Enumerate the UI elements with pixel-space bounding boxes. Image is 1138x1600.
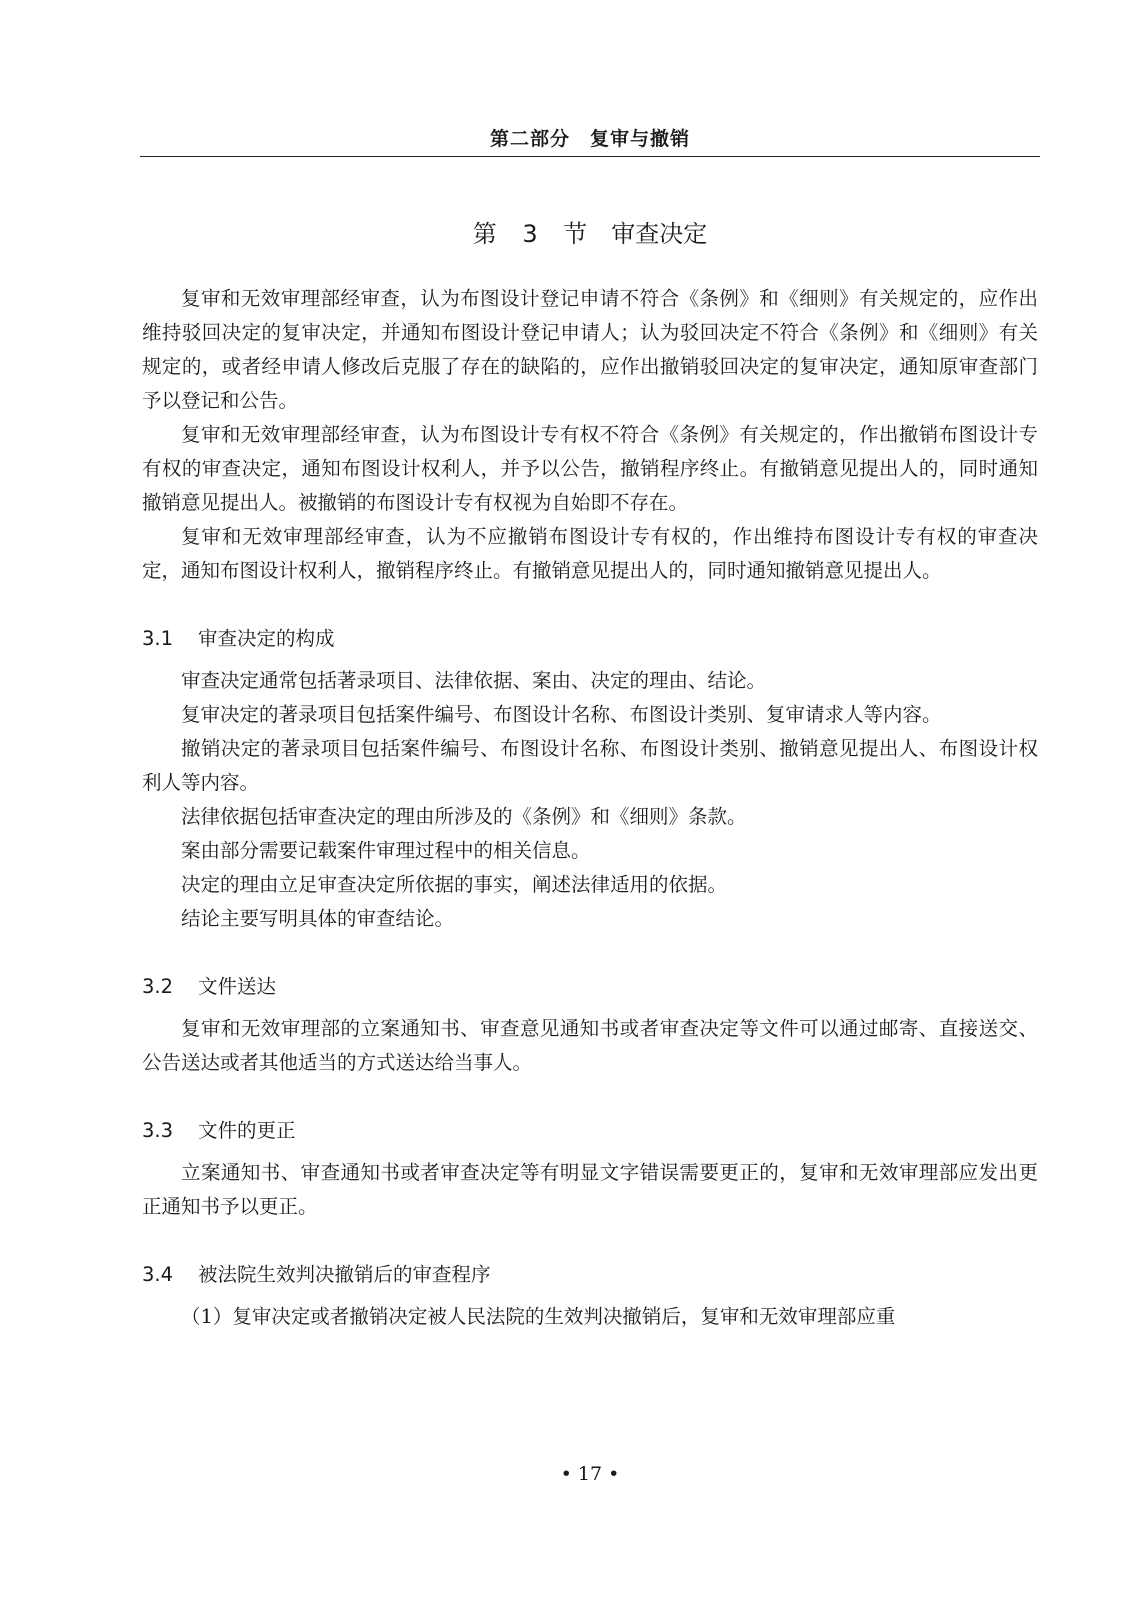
intro-paragraph-3: 复审和无效审理部经审查，认为不应撤销布图设计专有权的，作出维持布图设计专有权的审查决定，通知布图设计权利人，撤销程序终止。有撤销意见提出人的，同时通知撤销意见提出人。 xyxy=(142,525,1038,582)
subsection-heading-3-1 xyxy=(142,622,1038,656)
subsection-heading-3-3 xyxy=(142,1114,1038,1148)
paragraph: 审查决定通常包括著录项目、法律依据、案由、决定的理由、结论。 xyxy=(181,669,767,692)
paragraph: 复审和无效审理部的立案通知书、审查意见通知书或者审查决定等文件可以通过邮寄、直接送交、公告送达或者其他适当的方式送达给当事人。 xyxy=(142,1017,1038,1074)
paragraph: 决定的理由立足审查决定所依据的事实，阐述法律适用的依据。 xyxy=(181,873,728,896)
subsection-number: 3.3 xyxy=(142,1119,174,1142)
paragraph: 案由部分需要记载案件审理过程中的相关信息。 xyxy=(181,839,591,862)
page-number: • 17 • xyxy=(560,1463,620,1485)
subsection-title: 文件的更正 xyxy=(198,1119,296,1142)
intro-paragraph-1: 复审和无效审理部经审查，认为布图设计登记申请不符合《条例》和《细则》有关规定的，应作出维持驳回决定的复审决定，并通知布图设计登记申请人；认为驳回决定不符合《条例》和《细则》有关规定的，或者经申请人修改后克服了存在的缺陷的，应作出撤销驳回决定的复审决定，通知原审查部门予以登记和公告。 xyxy=(142,287,1038,412)
paragraph: 立案通知书、审查通知书或者审查决定等有明显文字错误需要更正的，复审和无效审理部应发出更正通知书予以更正。 xyxy=(142,1161,1038,1218)
page-content xyxy=(142,282,1038,1334)
subsection-title: 被法院生效判决撤销后的审查程序 xyxy=(198,1263,491,1286)
paragraph: 法律依据包括审查决定的理由所涉及的《条例》和《细则》条款。 xyxy=(181,805,747,828)
paragraph: 复审决定的著录项目包括案件编号、布图设计名称、布图设计类别、复审请求人等内容。 xyxy=(181,703,942,726)
paragraph: （1）复审决定或者撤销决定被人民法院的生效判决撤销后，复审和无效审理部应重 xyxy=(181,1305,896,1328)
subsection-heading-3-4 xyxy=(142,1258,1038,1292)
subsection-heading-3-2 xyxy=(142,970,1038,1004)
subsection-number: 3.2 xyxy=(142,975,174,998)
paragraph: 撤销决定的著录项目包括案件编号、布图设计名称、布图设计类别、撤销意见提出人、布图设计权利人等内容。 xyxy=(142,737,1038,794)
subsection-title: 审查决定的构成 xyxy=(198,627,335,650)
subsection-number: 3.4 xyxy=(142,1263,174,1286)
paragraph: 结论主要写明具体的审查结论。 xyxy=(181,907,455,930)
subsection-title: 文件送达 xyxy=(198,975,277,998)
running-header: 第二部分 复审与撤销 xyxy=(489,128,690,150)
section-title: 第 3 节 审查决定 xyxy=(472,220,708,248)
intro-paragraph-2: 复审和无效审理部经审查，认为布图设计专有权不符合《条例》有关规定的，作出撤销布图设计专有权的审查决定，通知布图设计权利人，并予以公告，撤销程序终止。有撤销意见提出人的，同时通知撤销意见提出人。被撤销的布图设计专有权视为自始即不存在。 xyxy=(142,423,1038,514)
subsection-number: 3.1 xyxy=(142,627,174,650)
header-rule xyxy=(140,156,1040,157)
